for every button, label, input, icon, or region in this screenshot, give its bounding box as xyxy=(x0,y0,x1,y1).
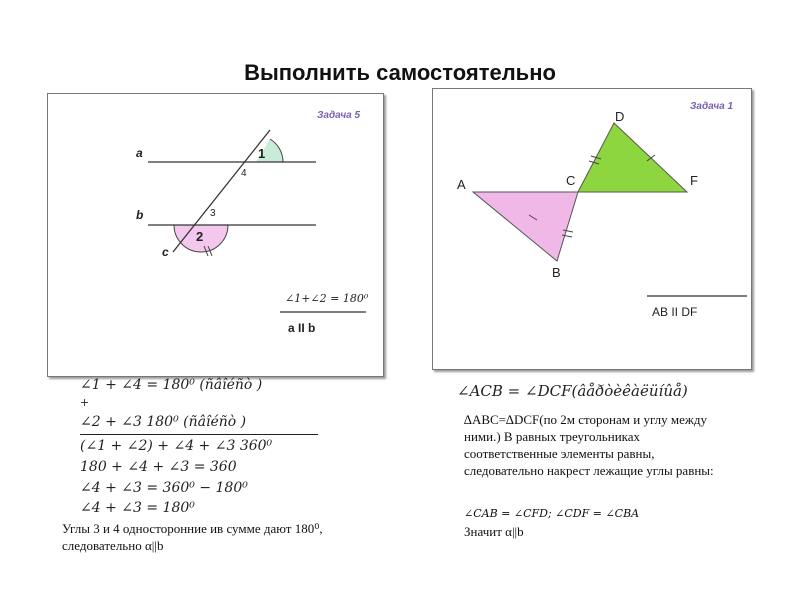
label-angle-2: 2 xyxy=(196,229,204,244)
vertex-c: C xyxy=(566,173,576,188)
equal-angles-line: ∠CAB = ∠CFD; ∠CDF = ∠CBA xyxy=(464,507,640,520)
slide-title: Выполнить самостоятельно xyxy=(244,60,556,85)
equation-4: 180 + ∠4 + ∠3 = 360 xyxy=(80,459,237,475)
vertex-f: F xyxy=(690,173,698,188)
equation-1: ∠1 + ∠4 = 180⁰ (ñâîéñò ) xyxy=(80,377,263,393)
conclusion-a-parallel-b: a II b xyxy=(288,321,316,335)
vertex-a: A xyxy=(457,177,466,192)
plus-sign: + xyxy=(80,396,90,409)
equation-5: ∠4 + ∠3 = 360⁰ − 180⁰ xyxy=(80,480,248,496)
triangles-diagram xyxy=(433,89,751,369)
label-angle-4: 4 xyxy=(241,168,247,179)
label-angle-3: 3 xyxy=(210,208,216,219)
parallel-lines-diagram xyxy=(48,94,383,376)
label-b: b xyxy=(136,208,144,222)
figure-task-1 xyxy=(432,88,752,370)
given-condition: ∠1+∠2 = 180⁰ xyxy=(285,292,369,305)
figure-task-5 xyxy=(47,93,384,377)
equation-3: (∠1 + ∠2) + ∠4 + ∠3 360⁰ xyxy=(80,438,273,454)
vertex-d: D xyxy=(615,109,625,124)
task-label-1: Задача 1 xyxy=(690,101,734,112)
label-c: c xyxy=(162,245,169,259)
task-label-5: Задача 5 xyxy=(317,110,361,121)
congruence-explanation: ∆ABC=∆DCF(по 2м сторонам и углу между ними.) В равных треугольниках соответственные элементы равны, следовательно накрест лежащие углы равны: xyxy=(464,412,714,478)
conclusion-ab-parallel-df: AB II DF xyxy=(652,305,698,319)
equation-2: ∠2 + ∠3 180⁰ (ñâîéñò ) xyxy=(80,414,247,430)
vertex-b: B xyxy=(552,265,561,280)
left-conclusion-text: Углы 3 и 4 односторонние ив сумме дают 180⁰, следовательно α||b xyxy=(62,521,323,553)
label-a: a xyxy=(136,146,143,160)
equation-6: ∠4 + ∠3 = 180⁰ xyxy=(80,500,195,516)
label-angle-1: 1 xyxy=(258,146,266,161)
sum-divider xyxy=(80,434,318,435)
triangle-abc xyxy=(473,192,578,261)
right-conclusion-text: Значит α||b xyxy=(464,524,524,539)
vertical-angles-equation: ∠ACB = ∠DCF(âåðòèêàëüíûå) xyxy=(457,382,688,400)
